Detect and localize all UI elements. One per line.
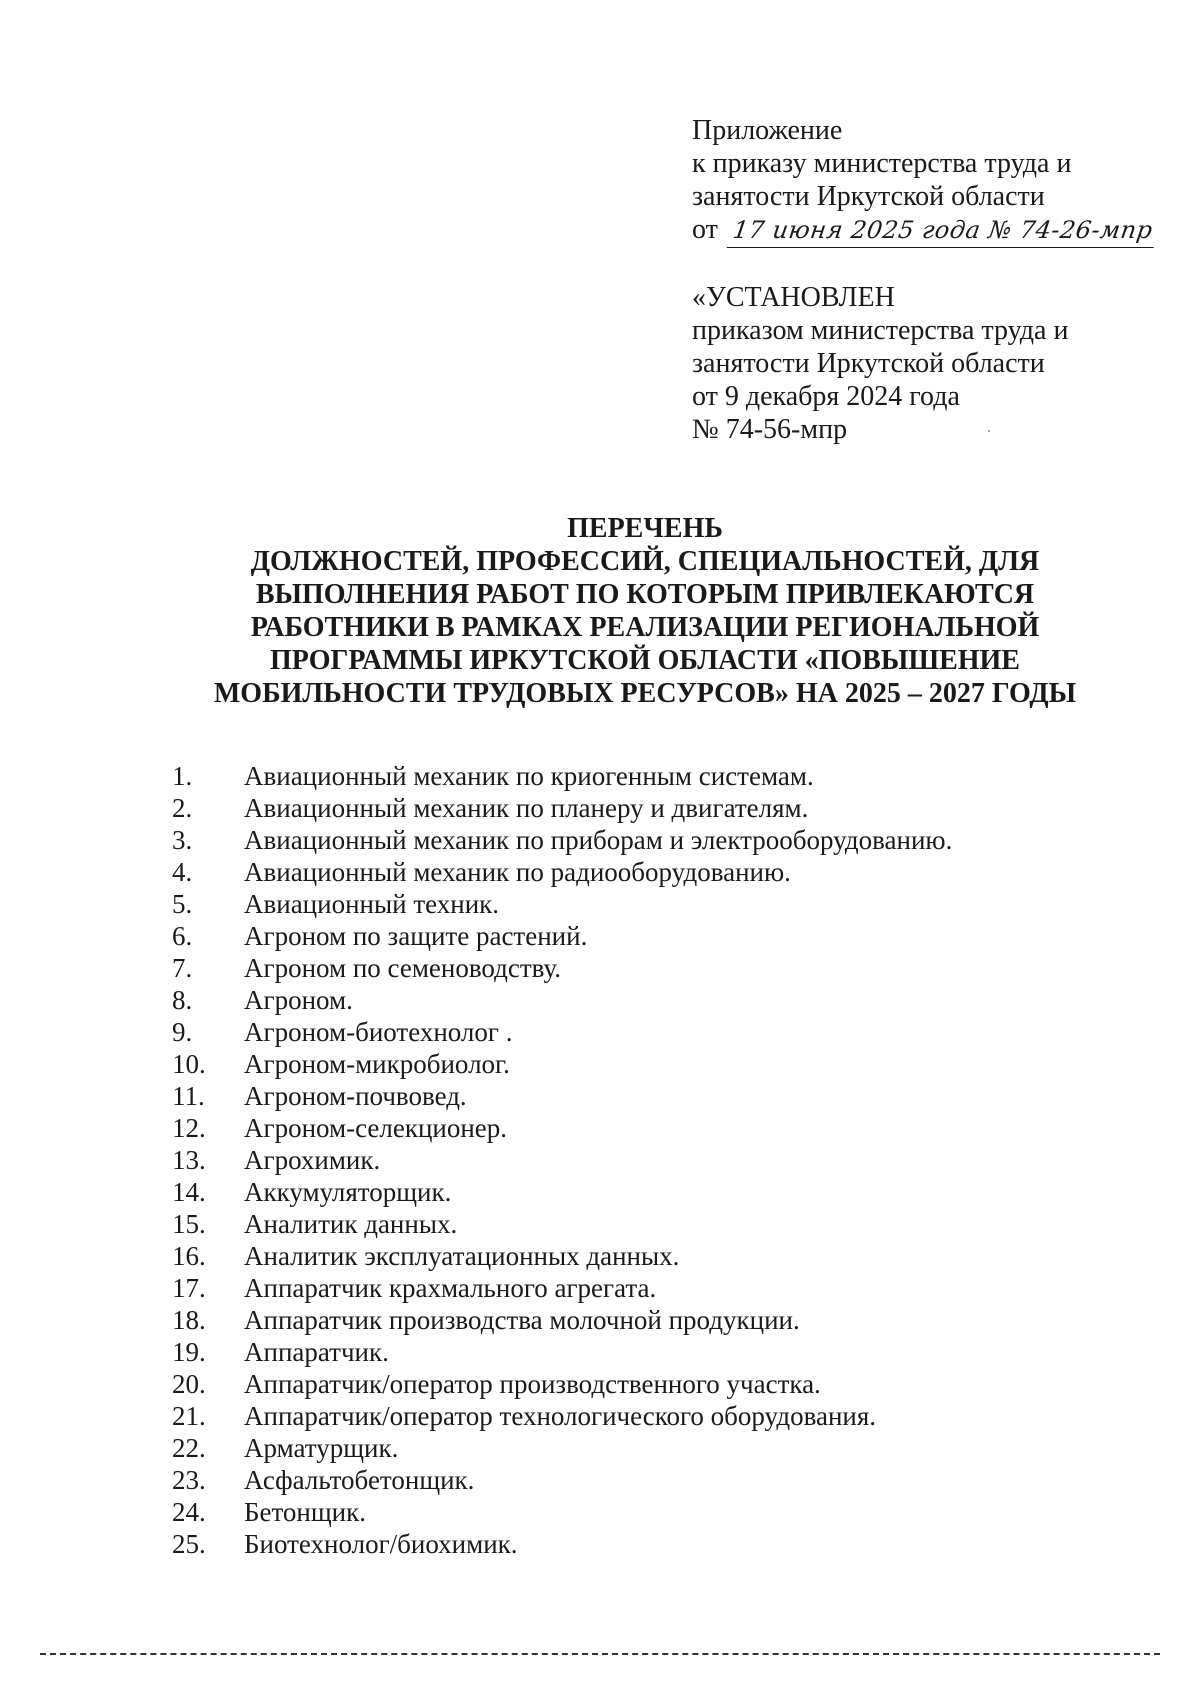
list-item [172,760,1152,792]
list-item-number: 14. [172,1177,206,1207]
occupation-list [172,760,1152,1560]
list-item [172,888,1152,920]
list-item-text: Арматурщик. [244,1433,399,1463]
list-item-number: 2. [172,793,193,823]
list-item-text: Авиационный техник. [244,889,500,919]
list-item [172,1112,1152,1144]
appendix-date-line [692,213,1155,248]
heading-line: ДОЛЖНОСТЕЙ, ПРОФЕССИЙ, СПЕЦИАЛЬНОСТЕЙ, ДЛЯ [250,546,1040,577]
list-item [172,952,1152,984]
list-item [172,1080,1152,1112]
list-item-text: Авиационный механик по радиооборудованию. [244,857,791,887]
appendix-order-line: к приказу министерства труда и [692,148,1072,179]
list-item [172,1496,1152,1528]
list-item [172,1368,1152,1400]
list-item-number: 18. [172,1305,206,1335]
list-item-text: Аналитик эксплуатационных данных. [244,1241,680,1271]
list-item-text: Аппаратчик. [244,1337,389,1367]
list-item-text: Авиационный механик по криогенным системам. [244,761,814,791]
list-item-text: Аппаратчик производства молочной продукции. [244,1305,800,1335]
list-item [172,1336,1152,1368]
appendix-title: Приложение [692,115,843,146]
list-item [172,1176,1152,1208]
list-item-number: 23. [172,1465,206,1495]
list-item [172,1272,1152,1304]
heading-line: МОБИЛЬНОСТИ ТРУДОВЫХ РЕСУРСОВ» НА 2025 – 2027 ГОДЫ [213,678,1077,709]
list-item-number: 6. [172,921,193,951]
list-item-text: Агроном по семеноводству. [244,953,562,983]
list-item-number: 24. [172,1497,206,1527]
list-item-number: 3. [172,825,193,855]
list-item-text: Асфальтобетонщик. [244,1465,475,1495]
heading-line: ВЫПОЛНЕНИЯ РАБОТ ПО КОТОРЫМ ПРИВЛЕКАЮТСЯ [255,579,1035,610]
list-item-number: 12. [172,1113,206,1143]
list-item-number: 13. [172,1145,206,1175]
list-item-text: Агроном-микробиолог. [244,1049,510,1079]
list-item-number: 4. [172,857,193,887]
list-item-text: Агроном-биотехнолог . [244,1017,513,1047]
list-item [172,1432,1152,1464]
list-item-text: Авиационный механик по планеру и двигателям. [244,793,809,823]
list-item-number: 7. [172,953,193,983]
list-item [172,984,1152,1016]
document-heading [150,512,1140,710]
list-item-number: 8. [172,985,193,1015]
approved-number-line: № 74-56-мпр [692,414,848,445]
scan-speck [988,430,990,432]
list-item [172,1400,1152,1432]
list-item-text: Аппаратчик/оператор производственного участка. [244,1369,821,1399]
footer-divider [40,1653,1160,1655]
list-item-number: 11. [172,1081,205,1111]
heading-line: РАБОТНИКИ В РАМКАХ РЕАЛИЗАЦИИ РЕГИОНАЛЬНОЙ [250,612,1040,643]
list-item [172,1304,1152,1336]
list-item-text: Агроном. [244,985,353,1015]
list-item-number: 10. [172,1049,206,1079]
list-item-number: 1. [172,761,193,791]
list-item [172,824,1152,856]
approved-header [692,281,1152,446]
appendix-ministry-line: занятости Иркутской области [692,181,1045,212]
list-item [172,1528,1152,1560]
list-item-text: Биотехнолог/биохимик. [244,1529,518,1559]
list-item-text: Агрохимик. [244,1145,381,1175]
list-item [172,1208,1152,1240]
list-item-text: Агроном-почвовед. [244,1081,467,1111]
approved-date-line: от 9 декабря 2024 года [692,381,960,412]
heading-line: ПРОГРАММЫ ИРКУТСКОЙ ОБЛАСТИ «ПОВЫШЕНИЕ [270,645,1020,676]
list-item-number: 5. [172,889,193,919]
approved-order-line: приказом министерства труда и [692,315,1069,346]
heading-line: ПЕРЕЧЕНЬ [567,513,723,544]
list-item-number: 17. [172,1273,206,1303]
list-item-number: 20. [172,1369,206,1399]
list-item [172,1464,1152,1496]
list-item [172,792,1152,824]
list-item [172,1240,1152,1272]
list-item-text: Авиационный механик по приборам и электрооборудованию. [244,825,953,855]
list-item-text: Агроном по защите растений. [244,921,588,951]
list-item-text: Агроном-селекционер. [244,1113,508,1143]
list-item-number: 9. [172,1017,193,1047]
list-item-number: 25. [172,1529,206,1559]
appendix-date-prefix: от [692,214,718,245]
list-item-text: Аппаратчик/оператор технологического оборудования. [244,1401,877,1431]
approved-title: «УСТАНОВЛЕН [692,282,895,313]
list-item-text: Аппаратчик крахмального агрегата. [244,1273,657,1303]
list-item-number: 22. [172,1433,206,1463]
list-item [172,856,1152,888]
list-item [172,1016,1152,1048]
list-item-text: Бетонщик. [244,1497,366,1527]
list-item-number: 19. [172,1337,206,1367]
list-item-number: 15. [172,1209,206,1239]
list-item-text: Аккумуляторщик. [244,1177,452,1207]
list-item [172,920,1152,952]
list-item [172,1048,1152,1080]
list-item [172,1144,1152,1176]
appendix-header [692,114,1155,248]
list-item-text: Аналитик данных. [244,1209,458,1239]
approved-ministry-line: занятости Иркутской области [692,348,1045,379]
list-item-number: 21. [172,1401,206,1431]
list-item-number: 16. [172,1241,206,1271]
handwritten-date: 17 июня 2025 года № 74-26-мпр [726,214,1158,248]
